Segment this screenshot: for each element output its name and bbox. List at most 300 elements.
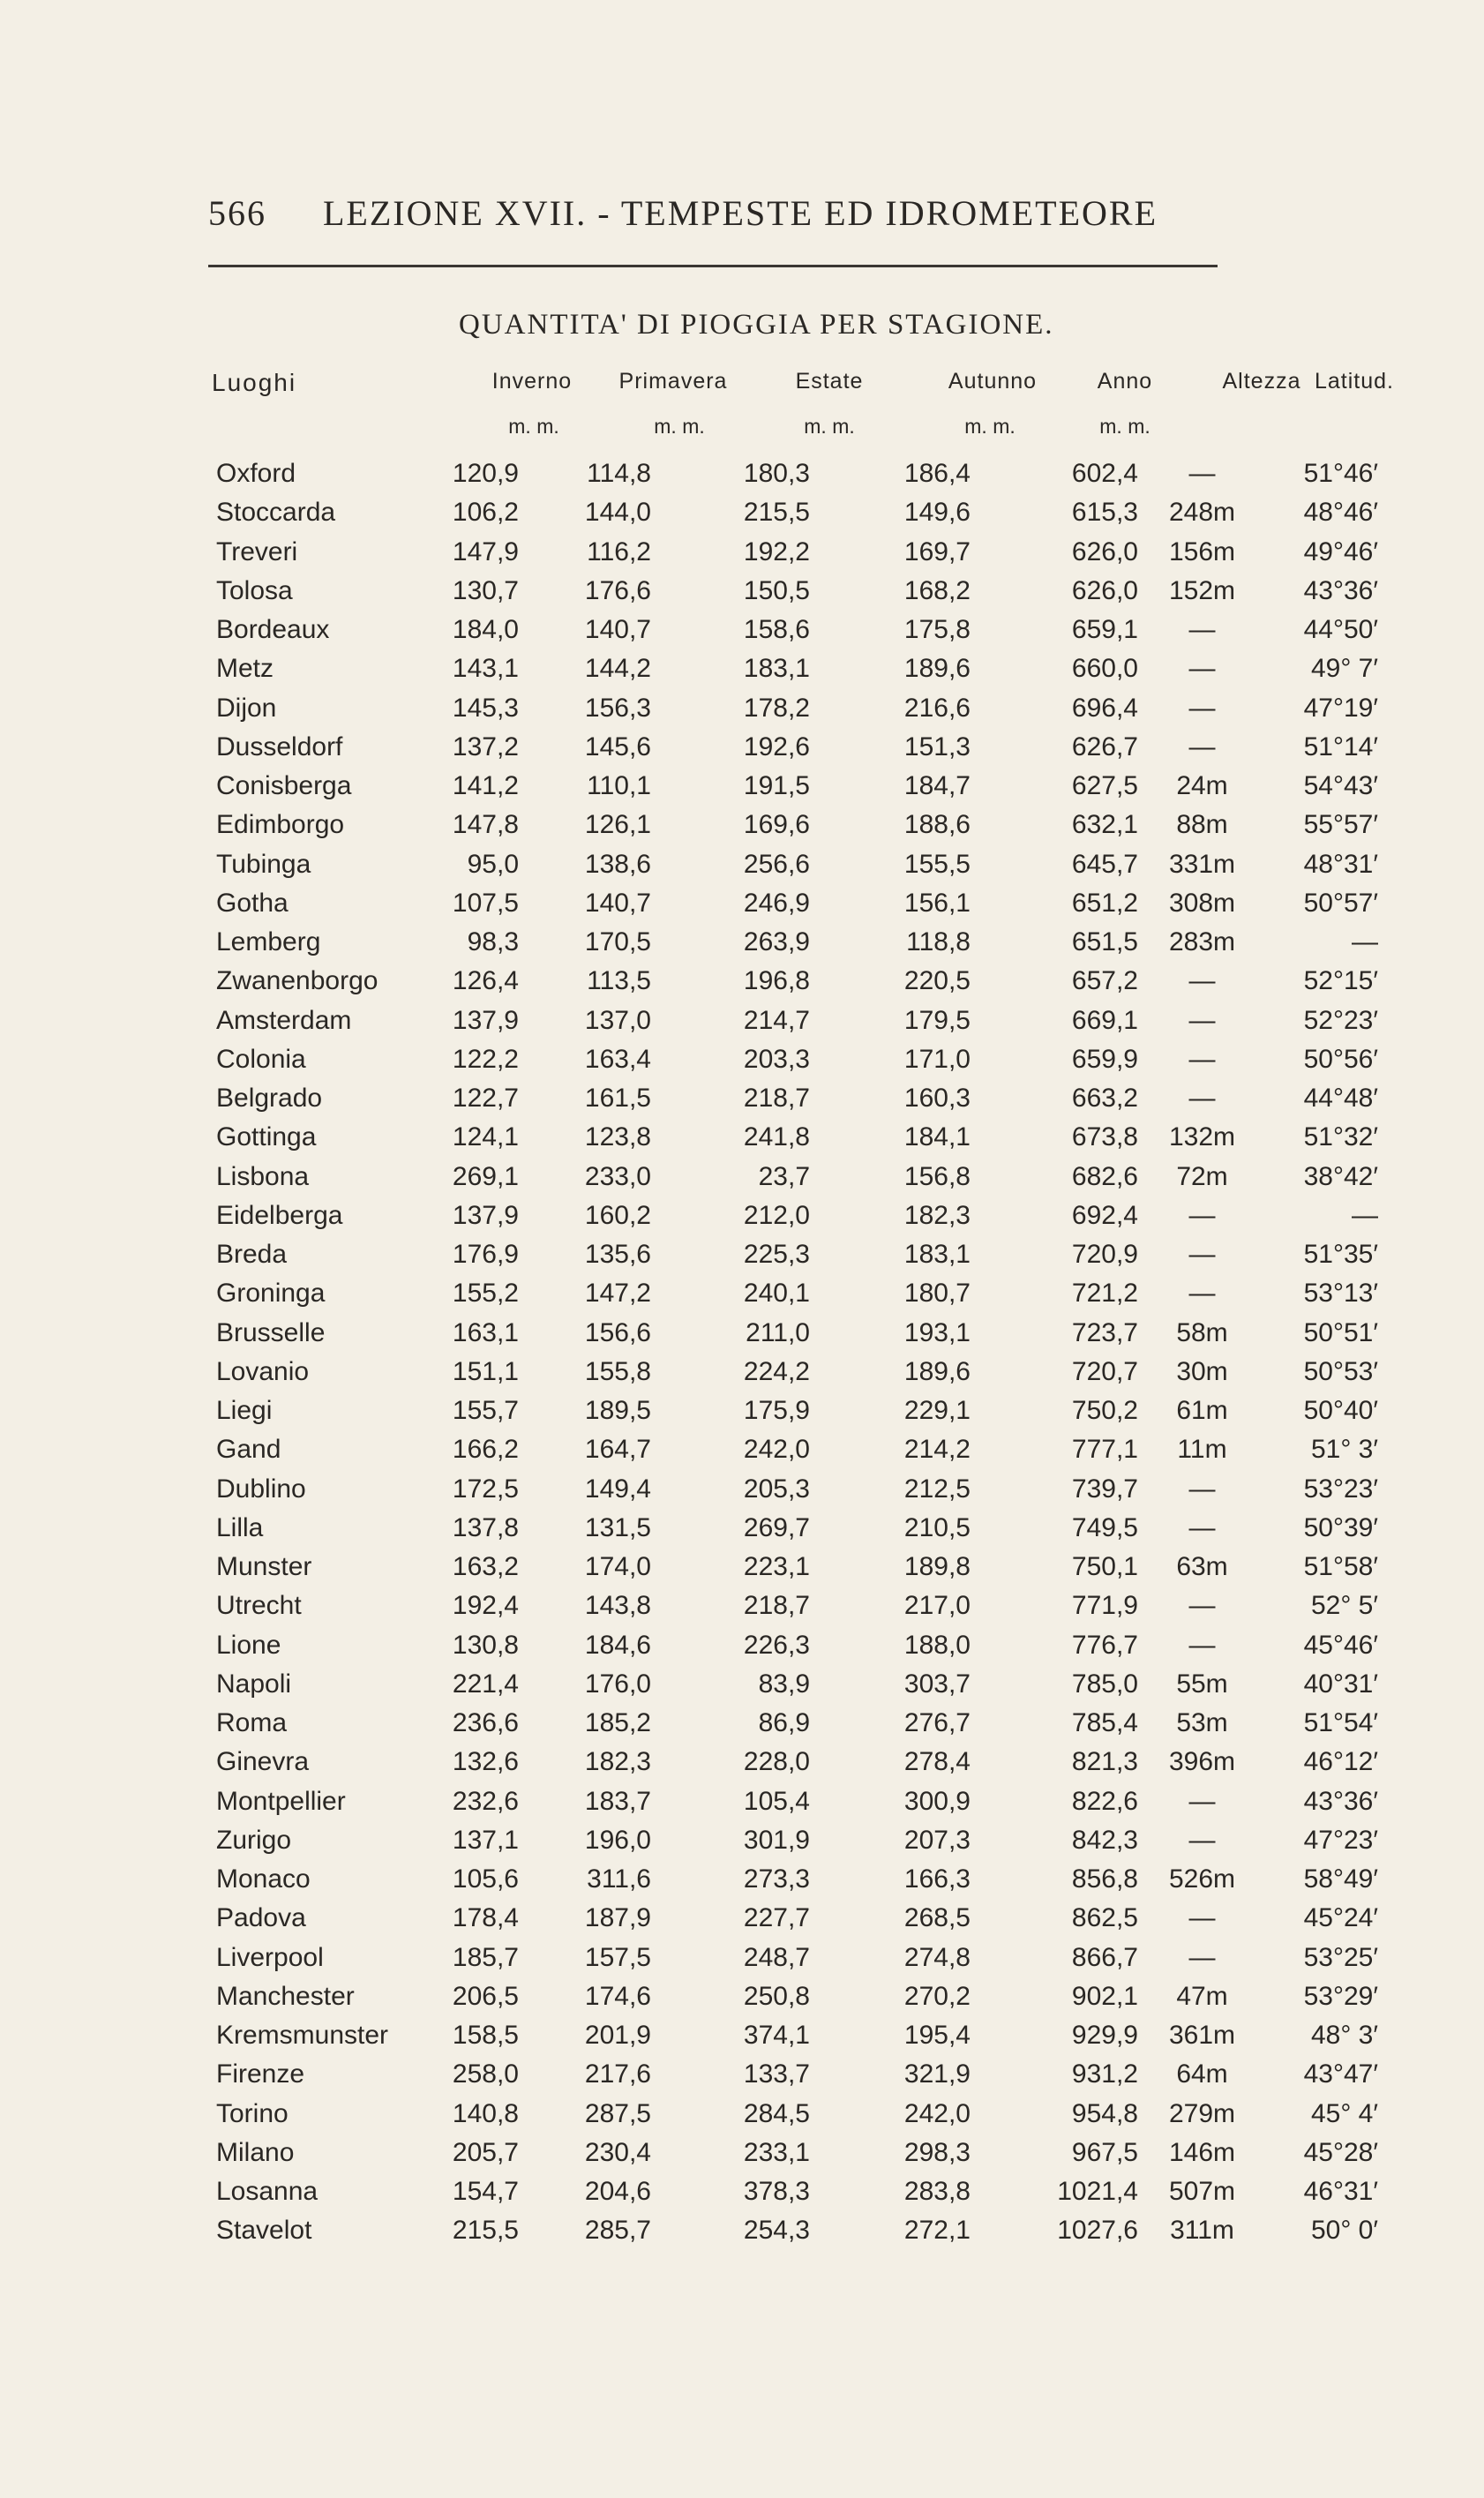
cell-winter: 147,8 bbox=[452, 810, 519, 840]
cell-altitude: — bbox=[1188, 654, 1216, 684]
cell-autumn: 270,2 bbox=[903, 1981, 971, 2011]
cell-latitude: 43°36′ bbox=[1303, 1786, 1378, 1816]
cell-autumn: 217,0 bbox=[903, 1591, 971, 1621]
col-header-altitude: Altezza bbox=[1222, 369, 1301, 394]
cell-winter: 145,3 bbox=[452, 693, 519, 723]
cell-altitude: — bbox=[1188, 966, 1216, 996]
cell-summer: 224,2 bbox=[743, 1356, 810, 1386]
cell-altitude: 507m bbox=[1168, 2177, 1236, 2206]
cell-place: Zwanenborgo bbox=[216, 966, 378, 996]
cell-summer: 223,1 bbox=[743, 1552, 810, 1581]
cell-latitude: 44°48′ bbox=[1303, 1084, 1378, 1113]
cell-summer: 196,8 bbox=[743, 966, 810, 996]
cell-summer: 254,3 bbox=[743, 2216, 810, 2246]
cell-winter: 147,9 bbox=[452, 536, 519, 566]
cell-spring: 161,5 bbox=[584, 1084, 651, 1113]
cell-autumn: 274,8 bbox=[903, 1942, 971, 1972]
cell-altitude: — bbox=[1188, 1512, 1216, 1542]
table-row bbox=[0, 1396, 1484, 1431]
cell-spring: 311,6 bbox=[587, 1864, 651, 1894]
cell-winter: 178,4 bbox=[452, 1903, 519, 1933]
cell-spring: 140,7 bbox=[584, 615, 651, 644]
cell-altitude: 88m bbox=[1176, 810, 1228, 840]
cell-summer: 175,9 bbox=[743, 1396, 810, 1425]
cell-summer: 273,3 bbox=[743, 1864, 810, 1894]
table-row bbox=[0, 966, 1484, 1001]
cell-spring: 196,0 bbox=[584, 1825, 651, 1855]
cell-altitude: — bbox=[1188, 1200, 1216, 1230]
cell-year: 954,8 bbox=[1071, 2098, 1138, 2128]
cell-winter: 172,5 bbox=[452, 1474, 519, 1504]
cell-autumn: 216,6 bbox=[903, 693, 971, 723]
cell-winter: 130,8 bbox=[452, 1630, 519, 1660]
cell-year: 866,7 bbox=[1071, 1942, 1138, 1972]
cell-place: Losanna bbox=[216, 2177, 319, 2206]
cell-autumn: 283,8 bbox=[903, 2177, 971, 2206]
cell-winter: 137,8 bbox=[452, 1512, 519, 1542]
table-row bbox=[0, 1084, 1484, 1119]
cell-year: 842,3 bbox=[1071, 1825, 1138, 1855]
cell-spring: 147,2 bbox=[584, 1279, 651, 1309]
cell-place: Gand bbox=[216, 1435, 281, 1465]
cell-winter: 163,2 bbox=[452, 1552, 519, 1581]
cell-summer: 83,9 bbox=[758, 1669, 810, 1699]
table-row bbox=[0, 889, 1484, 924]
cell-latitude: 50°40′ bbox=[1303, 1396, 1378, 1425]
cell-spring: 183,7 bbox=[584, 1786, 651, 1816]
cell-winter: 215,5 bbox=[452, 2216, 519, 2246]
cell-summer: 242,0 bbox=[743, 1435, 810, 1465]
cell-spring: 233,0 bbox=[584, 1161, 651, 1191]
cell-winter: 137,9 bbox=[452, 1005, 519, 1035]
cell-altitude: 361m bbox=[1168, 2021, 1236, 2050]
cell-year: 692,4 bbox=[1071, 1200, 1138, 1230]
cell-spring: 114,8 bbox=[587, 459, 651, 488]
cell-summer: 241,8 bbox=[743, 1122, 810, 1152]
cell-altitude: 526m bbox=[1168, 1864, 1236, 1894]
cell-altitude: — bbox=[1188, 1630, 1216, 1660]
table-row bbox=[0, 1006, 1484, 1041]
table-title: QUANTITA' DI PIOGGIA PER STAGIONE. bbox=[459, 309, 1054, 341]
cell-latitude: 51°54′ bbox=[1303, 1708, 1378, 1737]
cell-altitude: 156m bbox=[1168, 536, 1236, 566]
cell-place: Zurigo bbox=[216, 1825, 292, 1855]
table-row bbox=[0, 1591, 1484, 1626]
table-row bbox=[0, 537, 1484, 573]
cell-latitude: 50° 0′ bbox=[1310, 2216, 1378, 2246]
cell-year: 931,2 bbox=[1071, 2059, 1138, 2089]
cell-place: Lilla bbox=[216, 1512, 264, 1542]
col-header-autumn: Autunno bbox=[948, 369, 1038, 394]
cell-winter: 221,4 bbox=[452, 1669, 519, 1699]
cell-latitude: 51°14′ bbox=[1303, 731, 1378, 761]
cell-latitude: 49° 7′ bbox=[1310, 654, 1378, 684]
cell-latitude: 46°12′ bbox=[1303, 1747, 1378, 1777]
cell-year: 720,9 bbox=[1071, 1240, 1138, 1269]
table-row bbox=[0, 2021, 1484, 2056]
cell-spring: 116,2 bbox=[587, 536, 651, 566]
cell-place: Liverpool bbox=[216, 1942, 324, 1972]
cell-spring: 187,9 bbox=[584, 1903, 651, 1933]
cell-altitude: — bbox=[1188, 459, 1216, 488]
table-row bbox=[0, 850, 1484, 885]
table-row bbox=[0, 1201, 1484, 1236]
cell-summer: 225,3 bbox=[743, 1240, 810, 1269]
table-row bbox=[0, 2099, 1484, 2134]
cell-winter: 155,2 bbox=[452, 1279, 519, 1309]
cell-spring: 174,0 bbox=[584, 1552, 651, 1581]
cell-place: Gotha bbox=[216, 888, 289, 918]
cell-altitude: — bbox=[1188, 1903, 1216, 1933]
table-row bbox=[0, 1631, 1484, 1666]
cell-summer: 250,8 bbox=[743, 1981, 810, 2011]
cell-winter: 143,1 bbox=[452, 654, 519, 684]
cell-year: 626,0 bbox=[1071, 575, 1138, 605]
cell-latitude: 50°53′ bbox=[1303, 1356, 1378, 1386]
table-row bbox=[0, 2059, 1484, 2095]
cell-altitude: — bbox=[1188, 1786, 1216, 1816]
cell-autumn: 118,8 bbox=[906, 927, 971, 956]
table-row bbox=[0, 1474, 1484, 1510]
cell-summer: 169,6 bbox=[743, 810, 810, 840]
cell-altitude: 248m bbox=[1168, 498, 1236, 528]
cell-winter: 137,2 bbox=[452, 731, 519, 761]
cell-year: 723,7 bbox=[1071, 1317, 1138, 1347]
cell-autumn: 303,7 bbox=[903, 1669, 971, 1699]
cell-spring: 143,8 bbox=[584, 1591, 651, 1621]
cell-year: 777,1 bbox=[1071, 1435, 1138, 1465]
cell-winter: 132,6 bbox=[452, 1747, 519, 1777]
cell-year: 1027,6 bbox=[1057, 2216, 1138, 2246]
cell-place: Lemberg bbox=[216, 927, 321, 956]
cell-spring: 123,8 bbox=[584, 1122, 651, 1152]
cell-summer: 192,6 bbox=[743, 731, 810, 761]
table-row bbox=[0, 615, 1484, 650]
cell-place: Conisberga bbox=[216, 771, 352, 800]
running-title: LEZIONE XVII. - TEMPESTE ED IDROMETEORE bbox=[323, 193, 1158, 233]
table-row bbox=[0, 810, 1484, 845]
cell-autumn: 214,2 bbox=[903, 1435, 971, 1465]
cell-spring: 164,7 bbox=[584, 1435, 651, 1465]
cell-year: 720,7 bbox=[1071, 1356, 1138, 1386]
cell-winter: 130,7 bbox=[452, 575, 519, 605]
cell-winter: 206,5 bbox=[452, 1981, 519, 2011]
cell-altitude: 64m bbox=[1176, 2059, 1228, 2089]
cell-altitude: 132m bbox=[1168, 1122, 1236, 1152]
cell-spring: 230,4 bbox=[584, 2137, 651, 2167]
cell-place: Gottinga bbox=[216, 1122, 317, 1152]
cell-place: Utrecht bbox=[216, 1591, 302, 1621]
cell-latitude: 49°46′ bbox=[1303, 536, 1378, 566]
cell-altitude: — bbox=[1188, 615, 1216, 644]
cell-altitude: — bbox=[1188, 1942, 1216, 1972]
cell-place: Firenze bbox=[216, 2059, 305, 2089]
cell-autumn: 183,1 bbox=[903, 1240, 971, 1269]
cell-year: 721,2 bbox=[1071, 1279, 1138, 1309]
cell-spring: 204,6 bbox=[584, 2177, 651, 2206]
cell-summer: 178,2 bbox=[743, 693, 810, 723]
cell-winter: 98,3 bbox=[467, 927, 519, 956]
cell-place: Bordeaux bbox=[216, 615, 330, 644]
cell-spring: 201,9 bbox=[584, 2021, 651, 2050]
cell-summer: 284,5 bbox=[743, 2098, 810, 2128]
cell-year: 651,2 bbox=[1071, 888, 1138, 918]
cell-spring: 285,7 bbox=[584, 2216, 651, 2246]
cell-summer: 192,2 bbox=[743, 536, 810, 566]
cell-year: 902,1 bbox=[1071, 1981, 1138, 2011]
cell-altitude: — bbox=[1188, 1591, 1216, 1621]
cell-latitude: 50°51′ bbox=[1303, 1317, 1378, 1347]
table-row bbox=[0, 1279, 1484, 1314]
cell-altitude: — bbox=[1188, 1044, 1216, 1074]
cell-latitude: 40°31′ bbox=[1303, 1669, 1378, 1699]
cell-autumn: 321,9 bbox=[903, 2059, 971, 2089]
cell-year: 663,2 bbox=[1071, 1084, 1138, 1113]
table-row bbox=[0, 1513, 1484, 1549]
cell-winter: 163,1 bbox=[452, 1317, 519, 1347]
cell-winter: 236,6 bbox=[452, 1708, 519, 1737]
table-row bbox=[0, 1162, 1484, 1197]
cell-spring: 176,6 bbox=[584, 575, 651, 605]
cell-place: Eidelberga bbox=[216, 1200, 343, 1230]
cell-autumn: 212,5 bbox=[903, 1474, 971, 1504]
cell-summer: 211,0 bbox=[746, 1317, 810, 1347]
cell-autumn: 184,1 bbox=[903, 1122, 971, 1152]
cell-summer: 228,0 bbox=[743, 1747, 810, 1777]
cell-altitude: 152m bbox=[1168, 575, 1236, 605]
cell-year: 645,7 bbox=[1071, 849, 1138, 879]
table-row bbox=[0, 1943, 1484, 1978]
cell-spring: 131,5 bbox=[584, 1512, 651, 1542]
cell-year: 785,0 bbox=[1071, 1669, 1138, 1699]
cell-year: 659,9 bbox=[1071, 1044, 1138, 1074]
cell-summer: 227,7 bbox=[743, 1903, 810, 1933]
cell-spring: 170,5 bbox=[584, 927, 651, 956]
table-row bbox=[0, 1240, 1484, 1275]
cell-spring: 184,6 bbox=[584, 1630, 651, 1660]
cell-spring: 156,6 bbox=[584, 1317, 651, 1347]
col-header-winter: Inverno bbox=[491, 369, 573, 394]
cell-spring: 113,5 bbox=[587, 966, 651, 996]
cell-autumn: 189,8 bbox=[903, 1552, 971, 1581]
cell-altitude: — bbox=[1188, 731, 1216, 761]
cell-year: 615,3 bbox=[1071, 498, 1138, 528]
cell-autumn: 155,5 bbox=[903, 849, 971, 879]
cell-winter: 137,9 bbox=[452, 1200, 519, 1230]
cell-altitude: 396m bbox=[1168, 1747, 1236, 1777]
cell-year: 657,2 bbox=[1071, 966, 1138, 996]
cell-winter: 154,7 bbox=[452, 2177, 519, 2206]
col-header-spring: Primavera bbox=[618, 369, 728, 394]
cell-year: 750,2 bbox=[1071, 1396, 1138, 1425]
table-row bbox=[0, 2216, 1484, 2251]
cell-summer: 269,7 bbox=[743, 1512, 810, 1542]
cell-spring: 140,7 bbox=[584, 888, 651, 918]
cell-latitude: 43°47′ bbox=[1303, 2059, 1378, 2089]
cell-place: Tubinga bbox=[216, 849, 311, 879]
cell-winter: 158,5 bbox=[452, 2021, 519, 2050]
cell-altitude: — bbox=[1188, 1474, 1216, 1504]
cell-summer: 158,6 bbox=[743, 615, 810, 644]
unit-autumn: m. m. bbox=[964, 415, 1016, 438]
cell-spring: 126,1 bbox=[584, 810, 651, 840]
cell-place: Liegi bbox=[216, 1396, 273, 1425]
cell-year: 785,4 bbox=[1071, 1708, 1138, 1737]
cell-autumn: 268,5 bbox=[903, 1903, 971, 1933]
cell-place: Amsterdam bbox=[216, 1005, 352, 1035]
cell-altitude: 308m bbox=[1168, 888, 1236, 918]
cell-spring: 144,2 bbox=[584, 654, 651, 684]
table-row bbox=[0, 1552, 1484, 1587]
cell-spring: 185,2 bbox=[584, 1708, 651, 1737]
cell-year: 749,5 bbox=[1071, 1512, 1138, 1542]
cell-spring: 163,4 bbox=[584, 1044, 651, 1074]
cell-latitude: 44°50′ bbox=[1303, 615, 1378, 644]
cell-spring: 217,6 bbox=[584, 2059, 651, 2089]
cell-latitude: 51°58′ bbox=[1303, 1552, 1378, 1581]
cell-autumn: 171,0 bbox=[903, 1044, 971, 1074]
unit-summer: m. m. bbox=[804, 415, 855, 438]
cell-winter: 205,7 bbox=[452, 2137, 519, 2167]
table-row bbox=[0, 694, 1484, 729]
cell-altitude: 58m bbox=[1176, 1317, 1228, 1347]
table-row bbox=[0, 1435, 1484, 1470]
cell-place: Breda bbox=[216, 1240, 288, 1269]
cell-winter: 122,2 bbox=[452, 1044, 519, 1074]
cell-spring: 160,2 bbox=[584, 1200, 651, 1230]
table-row bbox=[0, 771, 1484, 806]
cell-summer: 218,7 bbox=[743, 1591, 810, 1621]
table-row bbox=[0, 927, 1484, 963]
cell-autumn: 186,4 bbox=[903, 459, 971, 488]
cell-place: Brusselle bbox=[216, 1317, 326, 1347]
cell-altitude: — bbox=[1188, 1084, 1216, 1113]
cell-latitude: 53°29′ bbox=[1303, 1981, 1378, 2011]
cell-winter: 151,1 bbox=[452, 1356, 519, 1386]
cell-year: 651,5 bbox=[1071, 927, 1138, 956]
cell-latitude: 52°15′ bbox=[1303, 966, 1378, 996]
cell-autumn: 207,3 bbox=[903, 1825, 971, 1855]
table-row bbox=[0, 1826, 1484, 1861]
col-header-year: Anno bbox=[1097, 369, 1153, 394]
cell-summer: 205,3 bbox=[743, 1474, 810, 1504]
cell-place: Napoli bbox=[216, 1669, 292, 1699]
cell-place: Monaco bbox=[216, 1864, 311, 1894]
cell-spring: 189,5 bbox=[584, 1396, 651, 1425]
cell-winter: 166,2 bbox=[452, 1435, 519, 1465]
cell-summer: 133,7 bbox=[743, 2059, 810, 2089]
cell-latitude: 45° 4′ bbox=[1310, 2098, 1378, 2128]
cell-latitude: 50°57′ bbox=[1303, 888, 1378, 918]
cell-spring: 137,0 bbox=[584, 1005, 651, 1035]
cell-latitude: 47°19′ bbox=[1303, 693, 1378, 723]
table-row bbox=[0, 2177, 1484, 2212]
cell-autumn: 156,8 bbox=[903, 1161, 971, 1191]
unit-year: m. m. bbox=[1099, 415, 1150, 438]
table-row bbox=[0, 1045, 1484, 1080]
cell-autumn: 278,4 bbox=[903, 1747, 971, 1777]
cell-winter: 269,1 bbox=[452, 1161, 519, 1191]
cell-altitude: 63m bbox=[1176, 1552, 1228, 1581]
cell-place: Dusseldorf bbox=[216, 731, 343, 761]
table-row bbox=[0, 1982, 1484, 2017]
cell-latitude: 38°42′ bbox=[1303, 1161, 1378, 1191]
cell-summer: 105,4 bbox=[743, 1786, 810, 1816]
cell-latitude: 55°57′ bbox=[1303, 810, 1378, 840]
cell-place: Dijon bbox=[216, 693, 277, 723]
col-header-summer: Estate bbox=[795, 369, 864, 394]
table-header-row bbox=[0, 369, 1484, 404]
cell-spring: 110,1 bbox=[587, 771, 651, 800]
cell-year: 602,4 bbox=[1071, 459, 1138, 488]
table-row bbox=[0, 1318, 1484, 1354]
cell-latitude: 45°24′ bbox=[1303, 1903, 1378, 1933]
table-row bbox=[0, 1122, 1484, 1158]
cell-spring: 135,6 bbox=[584, 1240, 651, 1269]
cell-summer: 203,3 bbox=[743, 1044, 810, 1074]
cell-spring: 156,3 bbox=[584, 693, 651, 723]
cell-latitude: 53°25′ bbox=[1303, 1942, 1378, 1972]
cell-altitude: 283m bbox=[1168, 927, 1236, 956]
cell-autumn: 149,6 bbox=[903, 498, 971, 528]
cell-spring: 174,6 bbox=[584, 1981, 651, 2011]
cell-place: Groninga bbox=[216, 1279, 326, 1309]
cell-latitude: 51°46′ bbox=[1303, 459, 1378, 488]
cell-summer: 256,6 bbox=[743, 849, 810, 879]
unit-spring: m. m. bbox=[654, 415, 705, 438]
cell-year: 627,5 bbox=[1071, 771, 1138, 800]
cell-latitude: 51°32′ bbox=[1303, 1122, 1378, 1152]
cell-summer: 301,9 bbox=[743, 1825, 810, 1855]
cell-latitude: 53°23′ bbox=[1303, 1474, 1378, 1504]
cell-year: 822,6 bbox=[1071, 1786, 1138, 1816]
col-header-place: Luoghi bbox=[212, 369, 297, 396]
cell-winter: 95,0 bbox=[467, 849, 519, 879]
cell-summer: 23,7 bbox=[758, 1161, 810, 1191]
cell-place: Kremsmunster bbox=[216, 2021, 389, 2050]
cell-latitude: 46°31′ bbox=[1303, 2177, 1378, 2206]
cell-autumn: 168,2 bbox=[903, 575, 971, 605]
cell-autumn: 156,1 bbox=[903, 888, 971, 918]
cell-summer: 263,9 bbox=[743, 927, 810, 956]
cell-summer: 240,1 bbox=[743, 1279, 810, 1309]
cell-winter: 176,9 bbox=[452, 1240, 519, 1269]
cell-year: 929,9 bbox=[1071, 2021, 1138, 2050]
cell-latitude: 54°43′ bbox=[1303, 771, 1378, 800]
cell-summer: 214,7 bbox=[743, 1005, 810, 1035]
cell-autumn: 151,3 bbox=[903, 731, 971, 761]
cell-altitude: 72m bbox=[1176, 1161, 1228, 1191]
cell-place: Dublino bbox=[216, 1474, 306, 1504]
cell-autumn: 175,8 bbox=[903, 615, 971, 644]
table-row bbox=[0, 498, 1484, 533]
cell-place: Lovanio bbox=[216, 1356, 310, 1386]
cell-place: Lisbona bbox=[216, 1161, 310, 1191]
cell-spring: 287,5 bbox=[584, 2098, 651, 2128]
cell-altitude: 331m bbox=[1168, 849, 1236, 879]
cell-latitude: 51°35′ bbox=[1303, 1240, 1378, 1269]
cell-summer: 378,3 bbox=[743, 2177, 810, 2206]
table-row bbox=[0, 1747, 1484, 1782]
cell-latitude: 45°28′ bbox=[1303, 2137, 1378, 2167]
cell-latitude: 52°23′ bbox=[1303, 1005, 1378, 1035]
cell-place: Edimborgo bbox=[216, 810, 345, 840]
cell-altitude: 47m bbox=[1176, 1981, 1228, 2011]
cell-summer: 150,5 bbox=[743, 575, 810, 605]
cell-autumn: 169,7 bbox=[903, 536, 971, 566]
cell-summer: 226,3 bbox=[743, 1630, 810, 1660]
cell-year: 750,1 bbox=[1071, 1552, 1138, 1581]
